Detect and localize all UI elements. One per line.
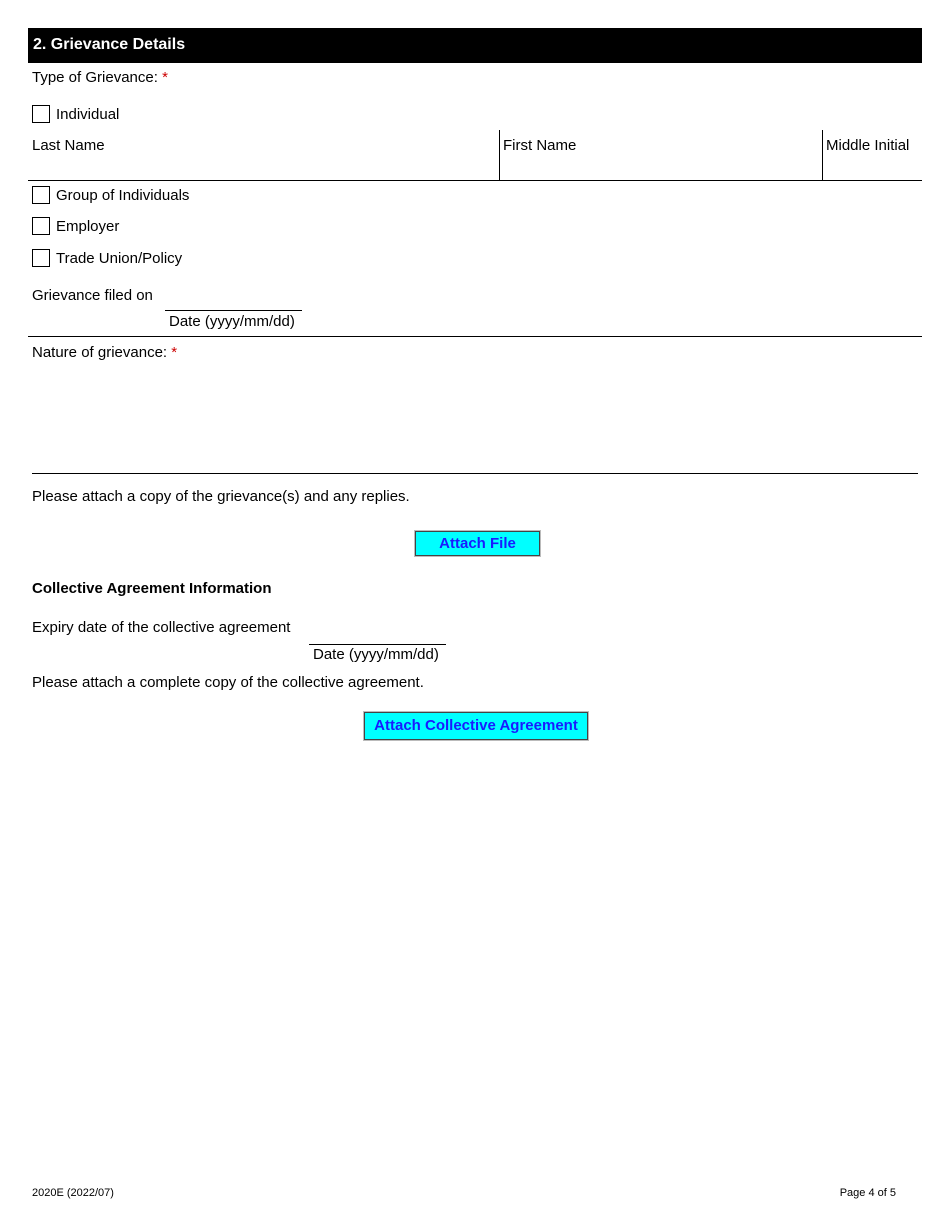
first-name-label: First Name [503,137,577,154]
individual-label: Individual [56,105,120,123]
attach-collective-agreement-button[interactable]: Attach Collective Agreement [364,712,588,740]
attach-file-button[interactable]: Attach File [415,531,540,556]
option-individual [32,105,119,123]
collective-agreement-heading: Collective Agreement Information [32,580,272,597]
trade-union-checkbox[interactable] [32,249,50,267]
name-row-bottom-border [28,180,922,181]
nature-of-grievance-label: Nature of grievance: * [32,344,178,361]
middle-initial-input[interactable] [826,158,918,178]
last-name-input[interactable] [32,158,497,178]
expiry-date-hint: Date (yyyy/mm/dd) [313,646,439,663]
name-divider-1 [499,130,500,180]
middle-initial-label: Middle Initial [826,137,910,154]
option-group [32,186,189,204]
individual-checkbox[interactable] [32,105,50,123]
form-id: 2020E (2022/07) [32,1187,114,1199]
grievance-filed-label: Grievance filed on [32,287,153,304]
option-trade-union [32,249,182,267]
section-header [28,28,922,63]
filed-row-bottom-border [28,336,922,337]
required-marker: * [171,344,178,361]
group-checkbox[interactable] [32,186,50,204]
nature-bottom-border [32,473,918,474]
page-number: Page 4 of 5 [839,1187,896,1199]
option-employer [32,217,119,235]
expiry-date-input[interactable] [309,624,446,645]
employer-checkbox[interactable] [32,217,50,235]
name-divider-2 [822,130,823,180]
grievance-filed-date-input[interactable] [165,290,302,311]
last-name-label: Last Name [32,137,105,154]
grievance-filed-date-hint: Date (yyyy/mm/dd) [169,313,295,330]
nature-of-grievance-textarea[interactable] [32,366,918,472]
trade-union-label: Trade Union/Policy [56,249,183,267]
attach-agreement-instruction: Please attach a complete copy of the collective agreement. [32,674,424,691]
required-marker: * [162,69,168,86]
first-name-input[interactable] [503,158,819,178]
attach-grievance-instruction: Please attach a copy of the grievance(s) and any replies. [32,488,410,505]
employer-label: Employer [56,217,120,235]
type-of-grievance-label: Type of Grievance: * [32,69,168,86]
section-title: 2. Grievance Details [33,36,186,53]
expiry-date-label: Expiry date of the collective agreement [32,619,291,636]
group-label: Group of Individuals [56,186,190,204]
